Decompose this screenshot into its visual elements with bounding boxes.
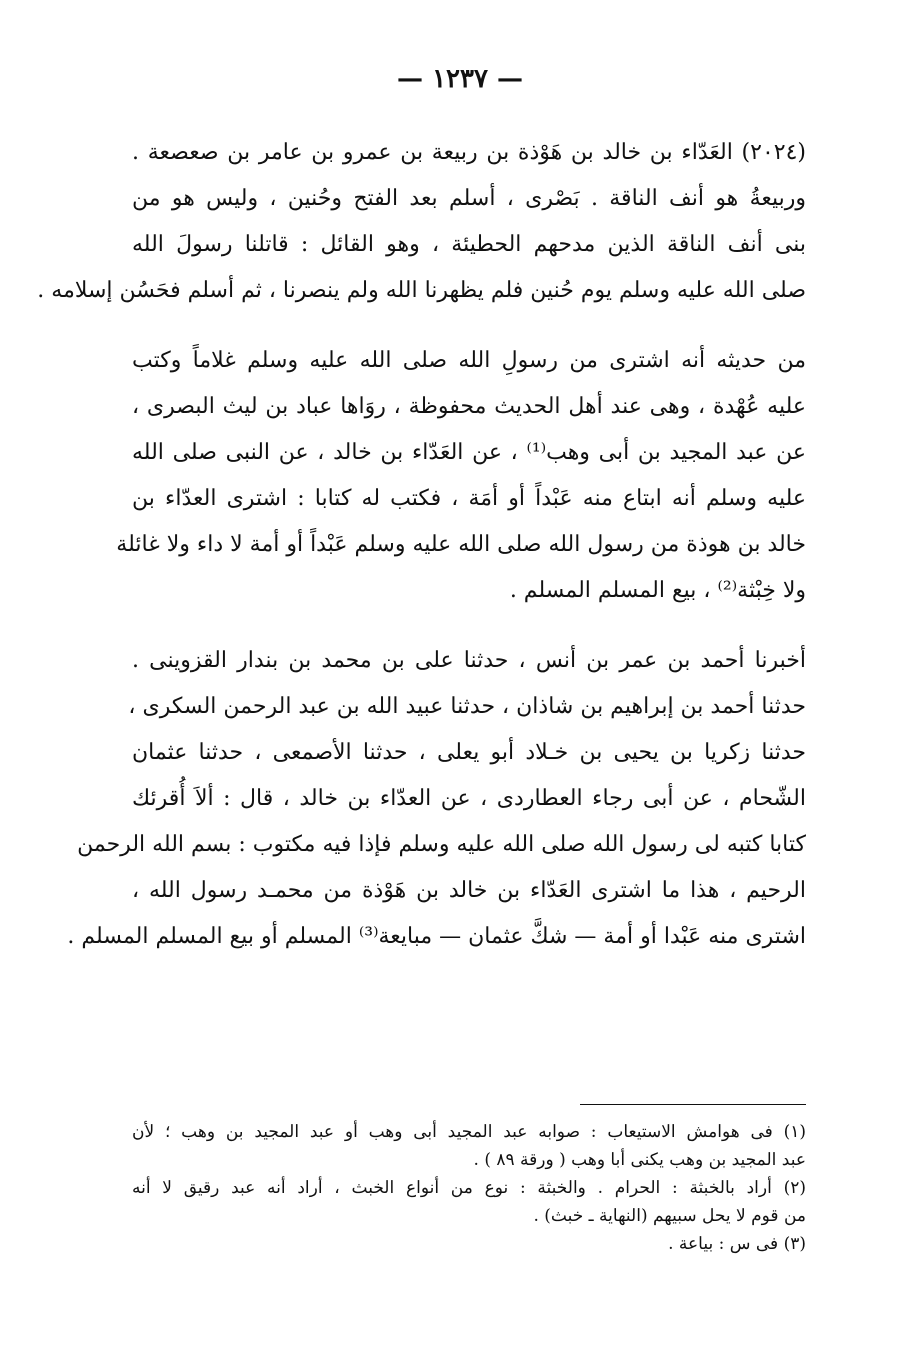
text-line: صلى الله عليه وسلم يوم حُنين فلم يظهرنا الله ولم ينصرنا ، ثم أسلم فحَسُن إسلامه . [37,278,806,303]
paragraph-hadith [116,338,807,614]
footnote-line: (١) فى هوامش الاستيعاب : صوابه عبد المجيد أبى وهب أو عبد المجيد بن وهب ؛ لأن [132,1122,806,1142]
text-line: عن عبد المجيد بن أبى وهب⁽¹⁾ ، عن العَدّاء بن خالد ، عن النبى صلى الله [132,440,807,465]
text-line: الشّحام ، عن أبى رجاء العطاردى ، عن العدّاء بن خالد ، قال : ألاَ أُقرئك [132,786,806,811]
text-line: عليه وسلم أنه ابتاع منه عَبْداً أو أمَة ، فكتب له كتابا : اشترى العدّاء بن [132,486,806,511]
text-line: (٢٠٢٤) العَدّاء بن خالد بن هَوْذة بن ربيعة بن عمرو بن عامر بن صعصعة . [132,140,806,165]
text-line: وربيعةُ هو أنف الناقة . بَصْرى ، أسلم بعد الفتح وحُنين ، وليس هو من [132,186,806,211]
main-text [37,130,807,960]
text-line: حدثنا زكريا بن يحيى بن خـلاد أبو يعلى ، حدثنا الأصمعى ، حدثنا عثمان [132,740,806,765]
text-line: كتابا كتبه لى رسول الله صلى الله عليه وسلم فإذا فيه مكتوب : بسم الله الرحمن [77,832,806,857]
paragraph-isnad [67,638,806,960]
text-line: الرحيم ، هذا ما اشترى العَدّاء بن خالد بن هَوْذة من محمـد رسول الله ، [132,878,806,903]
text-line: خالد بن هوذة من رسول الله صلى الله عليه وسلم عَبْداً أو أمة لا داء ولا غائلة [116,532,806,557]
footnote-line: عبد المجيد بن وهب يكنى أبا وهب ( ورقة ٨٩ ) . [473,1150,806,1170]
text-line: من حديثه أنه اشترى من رسولِ الله صلى الله عليه وسلم غلاماً وكتب [132,348,806,373]
footnote-separator [580,1104,806,1105]
paragraph-biography [37,130,806,314]
footnotes [132,1118,806,1258]
text-line: حدثنا أحمد بن إبراهيم بن شاذان ، حدثنا عبيد الله بن عبد الرحمن السكرى ، [128,694,806,719]
text-line: أخبرنا أحمد بن عمر بن أنس ، حدثنا على بن محمد بن بندار القزوينى . [132,648,806,673]
footnote-line: من قوم لا يحل سبيهم (النهاية ـ خبث) . [533,1206,806,1226]
footnote-1 [132,1118,806,1174]
text-line: اشترى منه عَبْدا أو أمة — شكَّ عثمان — مبايعة⁽³⁾ المسلم أو بيع المسلم المسلم . [67,924,806,949]
text-line: عليه عُهْدة ، وهى عند أهل الحديث محفوظة ، روَاها عباد بن ليث البصرى ، [132,394,806,419]
footnote-line: (٢) أراد بالخبثة : الحرام . والخبثة : نوع من أنواع الخبث ، أراد أنه عبد رقيق لا أنه [132,1178,806,1198]
text-line: ولا خِبْثة⁽²⁾ ، بيع المسلم المسلم . [509,578,806,603]
page-number: — ١٢٣٧ — [397,64,523,94]
footnote-3 [132,1230,806,1258]
footnote-line: (٣) فى س : بياعة . [668,1234,806,1254]
text-line: بنى أنف الناقة الذين مدحهم الحطيئة ، وهو القائل : قاتلنا رسولَ الله [132,232,806,257]
footnote-2 [132,1174,806,1230]
